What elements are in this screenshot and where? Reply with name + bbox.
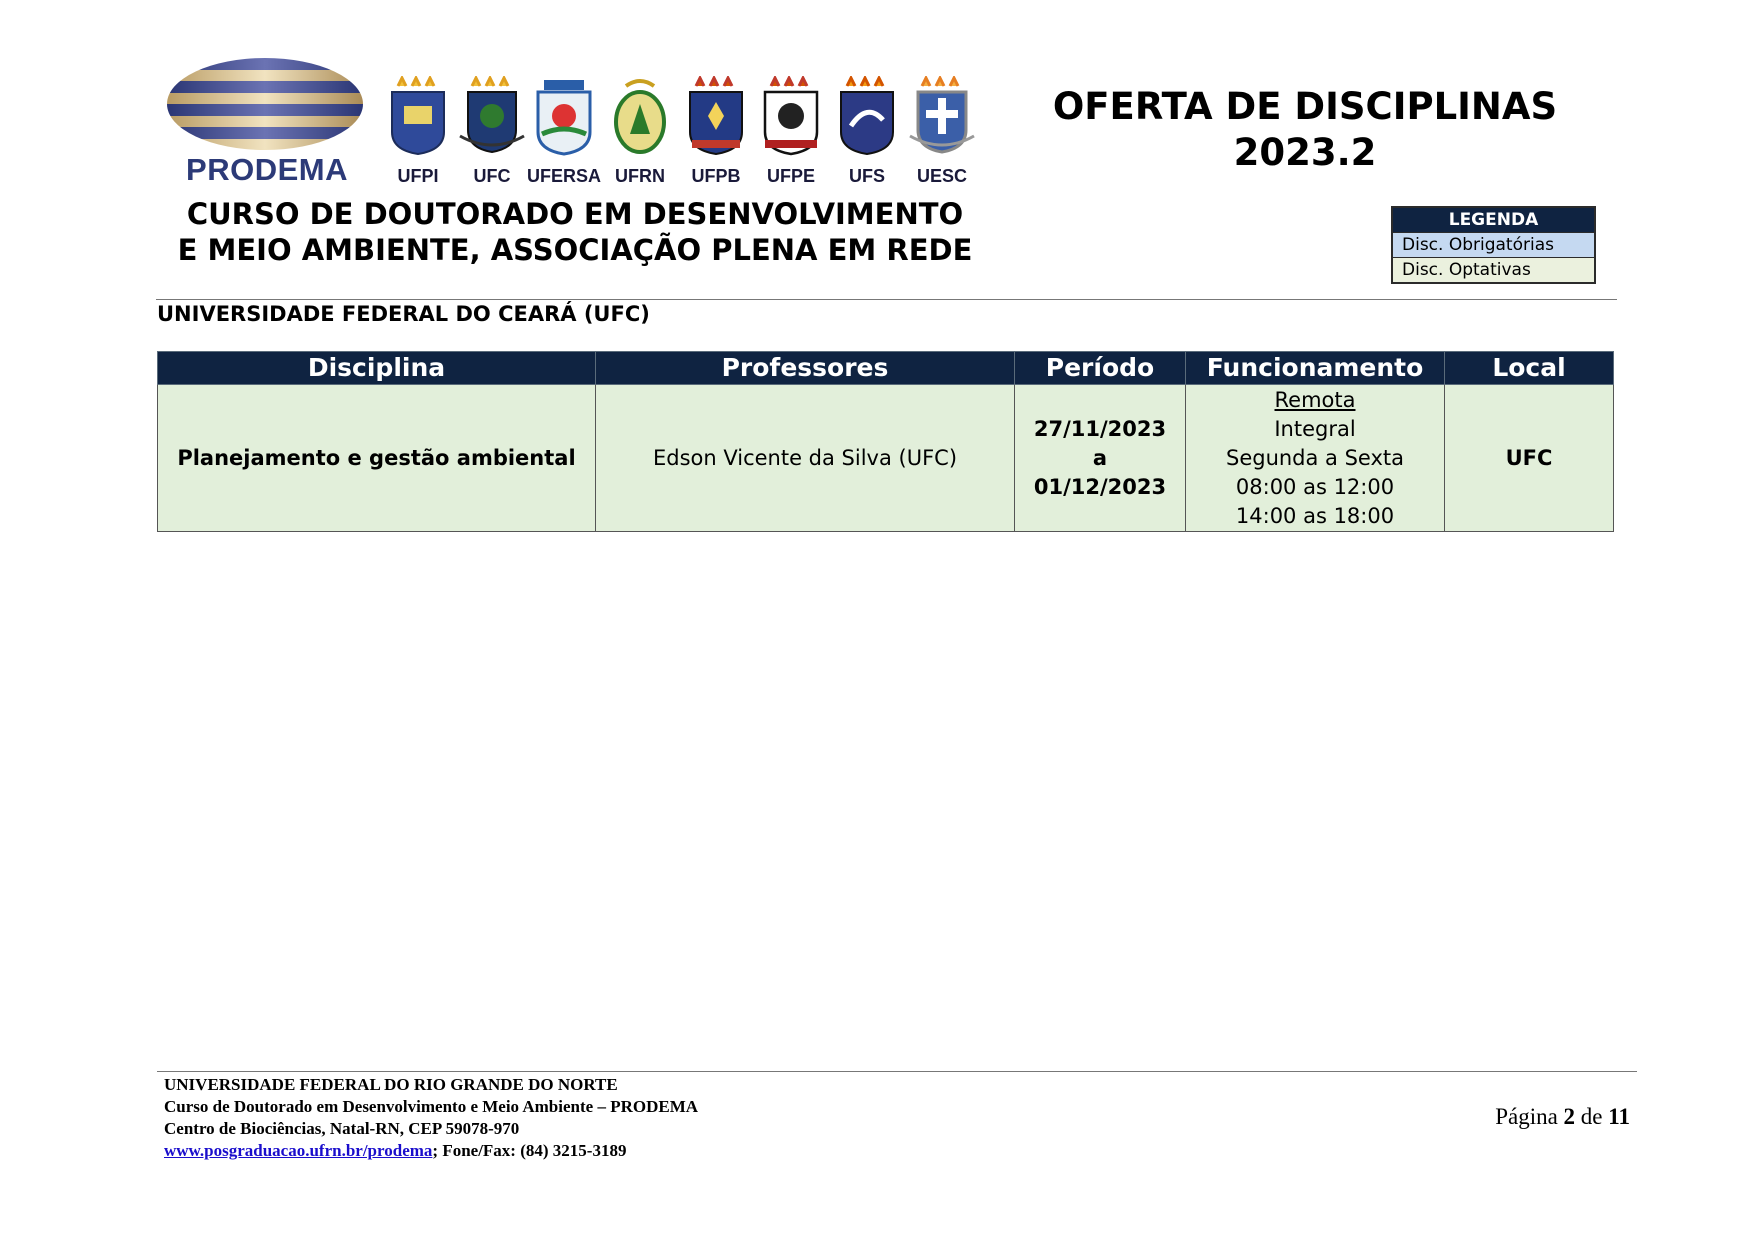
cell-local: UFC	[1445, 385, 1614, 532]
ufrn-label: UFRN	[615, 166, 665, 186]
ufpb-label: UFPB	[691, 166, 741, 186]
legend	[1391, 206, 1596, 284]
ufpi-label: UFPI	[397, 166, 439, 186]
offer-title-line2: 2023.2	[1233, 131, 1377, 174]
funcionamento-mode: Remota	[1274, 387, 1356, 412]
legend-mandatory: Disc. Obrigatórias	[1393, 232, 1594, 257]
ufersa-label: UFERSA	[526, 166, 601, 186]
ufc-crest-icon	[458, 76, 526, 170]
ufc-label: UFC	[473, 166, 511, 186]
page-of: de	[1580, 1104, 1603, 1129]
course-table	[157, 351, 1614, 532]
footer-line4	[164, 1140, 698, 1162]
ufpe-label: UFPE	[766, 166, 815, 186]
university-name: UNIVERSIDADE FEDERAL DO CEARÁ (UFC)	[157, 302, 650, 326]
page-current: 2	[1563, 1104, 1576, 1129]
funcionamento-time1: 08:00 as 12:00	[1235, 474, 1395, 499]
cell-disciplina: Planejamento e gestão ambiental	[158, 385, 596, 532]
header-periodo: Período	[1015, 352, 1186, 385]
footer-phone: ; Fone/Fax: (84) 3215-3189	[432, 1141, 627, 1160]
ufpi-crest-icon	[384, 76, 452, 170]
ufrn-crest-icon	[606, 76, 674, 170]
legend-title: LEGENDA	[1393, 208, 1594, 232]
ufs-label: UFS	[849, 166, 885, 186]
ufersa-crest-icon	[530, 76, 598, 170]
footer	[164, 1074, 698, 1162]
header-professores: Professores	[596, 352, 1015, 385]
cell-periodo	[1015, 385, 1186, 532]
periodo-end: 01/12/2023	[1033, 474, 1167, 499]
header-funcionamento: Funcionamento	[1186, 352, 1445, 385]
header-disciplina: Disciplina	[158, 352, 596, 385]
prodema-logo-text: PRODEMA	[186, 152, 348, 187]
website-link[interactable]: www.posgraduacao.ufrn.br/prodema	[164, 1141, 433, 1160]
footer-divider	[157, 1071, 1637, 1072]
footer-line3: Centro de Biociências, Natal-RN, CEP 59078-970	[164, 1119, 520, 1138]
periodo-start: 27/11/2023	[1033, 416, 1167, 441]
uesc-label: UESC	[916, 166, 967, 186]
table-header-row	[158, 352, 1614, 385]
offer-title	[1000, 84, 1610, 176]
ufpe-crest-icon	[757, 76, 825, 170]
offer-title-line1: OFERTA DE DISCIPLINAS	[1052, 85, 1558, 128]
page-total: 11	[1608, 1104, 1630, 1129]
funcionamento-shift: Integral	[1274, 416, 1356, 441]
cell-professores: Edson Vicente da Silva (UFC)	[596, 385, 1015, 532]
legend-optional: Disc. Optativas	[1393, 257, 1594, 282]
ufs-crest-icon	[833, 76, 901, 170]
ufpb-crest-icon	[682, 76, 750, 170]
cell-funcionamento	[1186, 385, 1445, 532]
uesc-crest-icon	[908, 76, 976, 170]
page-prefix: Página	[1495, 1104, 1558, 1129]
footer-line2: Curso de Doutorado em Desenvolvimento e Meio Ambiente – PRODEMA	[164, 1097, 699, 1116]
program-title-line1: CURSO DE DOUTORADO EM DESENVOLVIMENTO	[186, 197, 964, 231]
header-divider	[156, 299, 1617, 300]
program-title-line2: E MEIO AMBIENTE, ASSOCIAÇÃO PLENA EM REDE	[177, 233, 973, 267]
page-number	[1470, 1104, 1630, 1130]
funcionamento-days: Segunda a Sexta	[1225, 445, 1405, 470]
program-title	[140, 196, 1010, 268]
funcionamento-time2: 14:00 as 18:00	[1235, 503, 1395, 528]
table-row	[158, 385, 1614, 532]
footer-line1: UNIVERSIDADE FEDERAL DO RIO GRANDE DO NORTE	[164, 1075, 618, 1094]
header-local: Local	[1445, 352, 1614, 385]
periodo-sep: a	[1092, 445, 1108, 470]
